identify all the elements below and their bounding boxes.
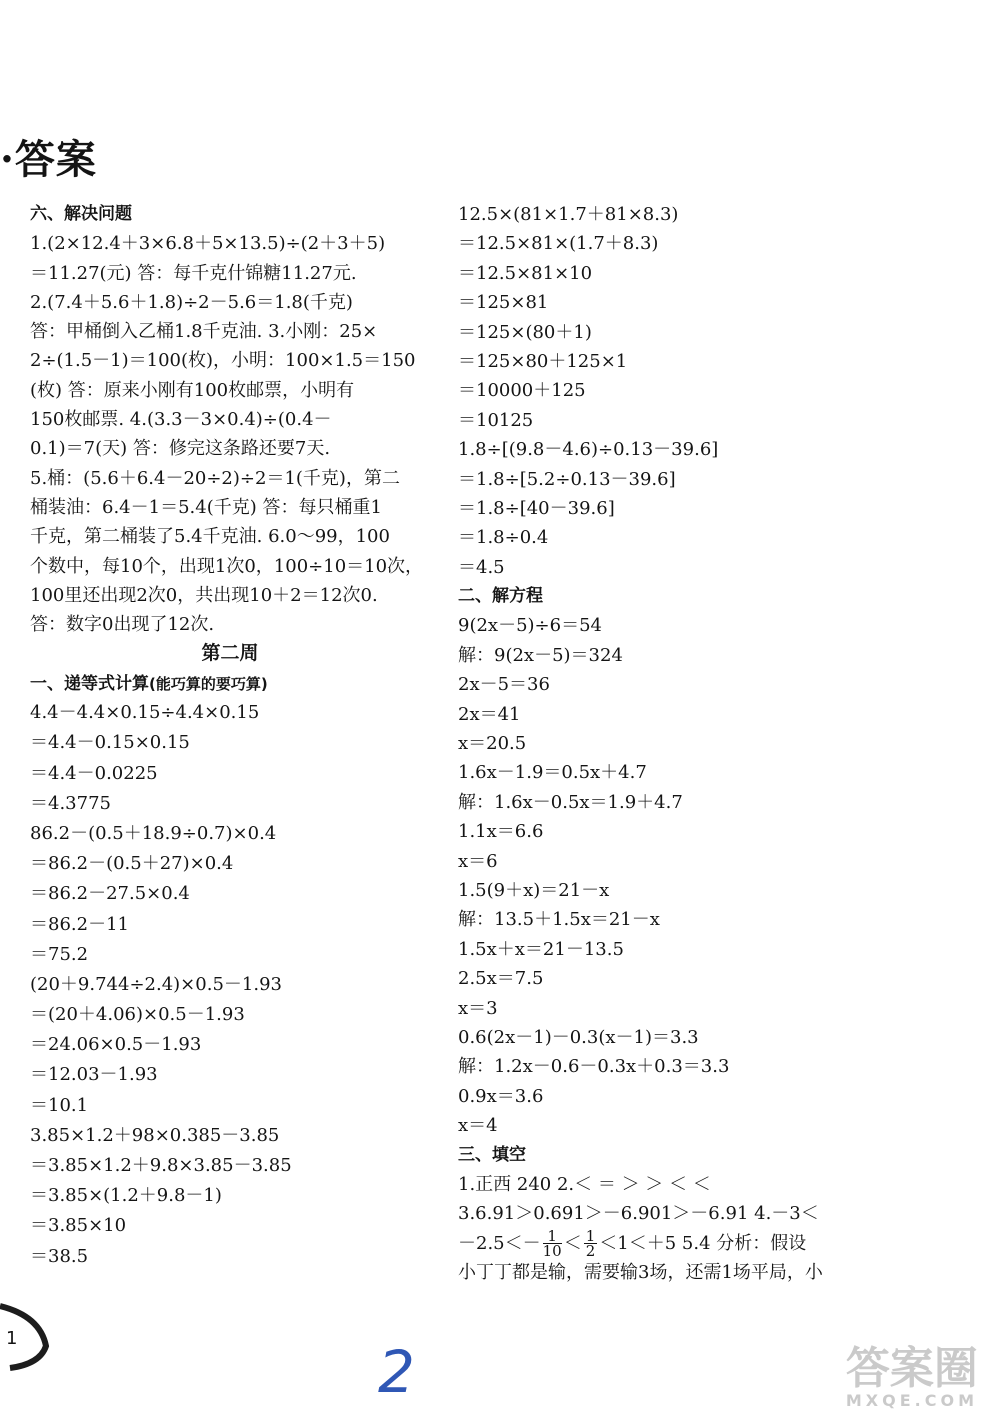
left-calc-line: ＝86.2－11 bbox=[30, 913, 129, 935]
left-block-line: 2÷(1.5－1)＝100(枚)，小明：100×1.5＝150 bbox=[30, 350, 416, 372]
left-block-line: 答：数字0出现了12次. bbox=[30, 614, 215, 636]
right-block-line: 9(2x－5)÷6＝54 bbox=[458, 615, 602, 637]
left-column bbox=[30, 200, 430, 1272]
fraction-numerator: 1 bbox=[543, 1229, 562, 1244]
left-calc-line: ＝4.4－0.15×0.15 bbox=[30, 732, 190, 754]
right-block-line: 2.5x＝7.5 bbox=[458, 968, 544, 990]
handwritten-mark: 2 bbox=[378, 1338, 415, 1406]
left-block-line: 六、解决问题 bbox=[30, 204, 132, 224]
right-block-line: x＝4 bbox=[458, 1115, 498, 1137]
right-block-line: ＝12.5×81×(1.7＋8.3) bbox=[458, 233, 659, 255]
page-number: 1 bbox=[6, 1328, 18, 1349]
right-block-line: ＝10000＋125 bbox=[458, 380, 586, 402]
fraction-denominator: 2 bbox=[585, 1242, 596, 1261]
fraction-line-post: ＜1＜＋5 5.4 分析：假设 bbox=[599, 1232, 807, 1254]
right-block-line: ＝12.5×81×10 bbox=[458, 262, 593, 284]
left-block-line: (枚) 答：原来小刚有100枚邮票，小明有 bbox=[30, 379, 355, 401]
right-block-line: 2x－5＝36 bbox=[458, 674, 550, 696]
left-block-line: 个数中，每10个，出现1次0，100÷10＝10次， bbox=[30, 555, 424, 577]
right-block-line: ＝1.8÷0.4 bbox=[458, 527, 549, 549]
fraction-one-tenth bbox=[542, 1227, 562, 1261]
left-calc-line: ＝38.5 bbox=[30, 1245, 89, 1267]
fraction-line-pre: －2.5＜－ bbox=[458, 1232, 541, 1254]
right-block-line: 1.5x＋x＝21－13.5 bbox=[458, 938, 624, 960]
left-calc-line: ＝24.06×0.5－1.93 bbox=[30, 1034, 202, 1056]
right-block-line: 0.9x＝3.6 bbox=[458, 1085, 544, 1107]
left-calc-line: ＝3.85×(1.2＋9.8－1) bbox=[30, 1185, 222, 1207]
right-block-line: 0.6(2x－1)－0.3(x－1)＝3.3 bbox=[458, 1026, 699, 1048]
fraction-one-half bbox=[584, 1227, 598, 1261]
right-block-line: ＝125×(80＋1) bbox=[458, 321, 592, 343]
left-calc-line: ＝4.4－0.0225 bbox=[30, 762, 158, 784]
right-content bbox=[458, 200, 858, 1229]
right-block-line: ＝4.5 bbox=[458, 556, 505, 578]
right-block-line: 1.1x＝6.6 bbox=[458, 821, 544, 843]
solve-problems-section bbox=[30, 200, 430, 639]
right-block-line: ＝1.8÷[40－39.6] bbox=[458, 497, 615, 519]
calc-section-heading bbox=[30, 669, 430, 698]
right-last-line: 小丁丁都是输，需要输3场，还需1场平局，小 bbox=[458, 1262, 823, 1284]
watermark-logo bbox=[845, 1343, 978, 1410]
right-block-line: x＝20.5 bbox=[458, 733, 527, 755]
week-title: 第二周 bbox=[201, 642, 259, 665]
right-block-line: 2x＝41 bbox=[458, 703, 521, 725]
left-block-line: ＝11.27(元) 答：每千克什锦糖11.27元. bbox=[30, 262, 357, 284]
right-block-line: 12.5×(81×1.7＋81×8.3) bbox=[458, 204, 679, 225]
right-block-line: 1.5(9＋x)＝21－x bbox=[458, 879, 610, 901]
left-block-line: 5.桶：(5.6＋6.4－20÷2)÷2＝1(千克)，第二 bbox=[30, 467, 400, 489]
left-calc-line: ＝86.2－27.5×0.4 bbox=[30, 883, 190, 905]
right-block-line: ＝125×80＋125×1 bbox=[458, 350, 628, 372]
fraction-numerator: 1 bbox=[585, 1227, 596, 1246]
right-block-line: 3.6.91＞0.691＞－6.901＞－6.91 4.－3＜ bbox=[458, 1203, 819, 1225]
right-block-line: 解：9(2x－5)＝324 bbox=[458, 644, 623, 666]
left-calc-line: ＝(20＋4.06)×0.5－1.93 bbox=[30, 1004, 245, 1026]
right-block-line: 二、解方程 bbox=[458, 586, 543, 607]
left-block-line: 100里还出现2次0，共出现10＋2＝12次0. bbox=[30, 584, 378, 606]
left-block-line: 0.1)＝7(天) 答：修完这条路还要7天. bbox=[30, 438, 331, 460]
right-block-line: 1.正西 240 2.＜ ＝ ＞ ＞ ＜ ＜ bbox=[458, 1173, 711, 1195]
left-calc-line: ＝3.85×10 bbox=[30, 1215, 127, 1237]
left-calc-line: (20＋9.744÷2.4)×0.5－1.93 bbox=[30, 973, 282, 995]
left-block-line: 2.(7.4＋5.6＋1.8)÷2－5.6＝1.8(千克) bbox=[30, 291, 353, 313]
calc-note: (能巧算的要巧算) bbox=[149, 674, 268, 693]
fraction-line-mid: ＜ bbox=[563, 1232, 582, 1254]
calc-title: 一、递等式计算 bbox=[30, 673, 149, 694]
left-calc-line: 4.4－4.4×0.15÷4.4×0.15 bbox=[30, 702, 260, 724]
left-calc-line: ＝3.85×1.2＋9.8×3.85－3.85 bbox=[30, 1155, 292, 1177]
right-block-line: ＝1.8÷[5.2÷0.13－39.6] bbox=[458, 468, 676, 490]
left-calc-line: ＝12.03－1.93 bbox=[30, 1064, 158, 1086]
left-block-line: 1.(2×12.4＋3×6.8＋5×13.5)÷(2＋3＋5) bbox=[30, 233, 386, 255]
left-calc-line: ＝10.1 bbox=[30, 1094, 89, 1116]
left-calc-line: 3.85×1.2＋98×0.385－3.85 bbox=[30, 1124, 280, 1146]
right-block-line: 1.6x－1.9＝0.5x＋4.7 bbox=[458, 762, 647, 784]
right-block-line: 1.8÷[(9.8－4.6)÷0.13－39.6] bbox=[458, 439, 719, 461]
left-calc-line: 86.2－(0.5＋18.9÷0.7)×0.4 bbox=[30, 822, 277, 844]
watermark-main: 答案圈 bbox=[845, 1343, 978, 1394]
left-block-line: 答：甲桶倒入乙桶1.8千克油. 3.小刚：25× bbox=[30, 321, 378, 343]
fraction-line bbox=[458, 1227, 858, 1261]
right-block-line: ＝125×81 bbox=[458, 292, 549, 314]
right-block-line: 三、填空 bbox=[458, 1144, 526, 1165]
left-block-line: 千克，第二桶装了5.4千克油. 6.0～99，100 bbox=[30, 526, 390, 548]
right-column bbox=[458, 200, 858, 1287]
watermark-sub: MXQE.COM bbox=[845, 1391, 978, 1410]
right-block-line: 解：1.2x－0.6－0.3x＋0.3＝3.3 bbox=[458, 1056, 730, 1078]
left-calc-line: ＝86.2－(0.5＋27)×0.4 bbox=[30, 853, 234, 875]
right-block-line: 解：13.5＋1.5x＝21－x bbox=[458, 909, 660, 931]
right-block-line: x＝3 bbox=[458, 997, 498, 1019]
right-block-line: 解：1.6x－0.5x＝1.9＋4.7 bbox=[458, 791, 683, 813]
fraction-denominator: 10 bbox=[542, 1242, 562, 1261]
left-block-line: 150枚邮票. 4.(3.3－3×0.4)÷(0.4－ bbox=[30, 409, 332, 431]
left-calc-line: ＝75.2 bbox=[30, 943, 89, 965]
right-block-line: ＝10125 bbox=[458, 409, 534, 431]
calc-steps bbox=[30, 698, 430, 1272]
left-calc-line: ＝4.3775 bbox=[30, 792, 111, 814]
page-header: ·答案 bbox=[0, 136, 97, 183]
left-block-line: 桶装油：6.4－1＝5.4(千克) 答：每只桶重1 bbox=[30, 496, 382, 518]
right-block-line: x＝6 bbox=[458, 850, 498, 872]
